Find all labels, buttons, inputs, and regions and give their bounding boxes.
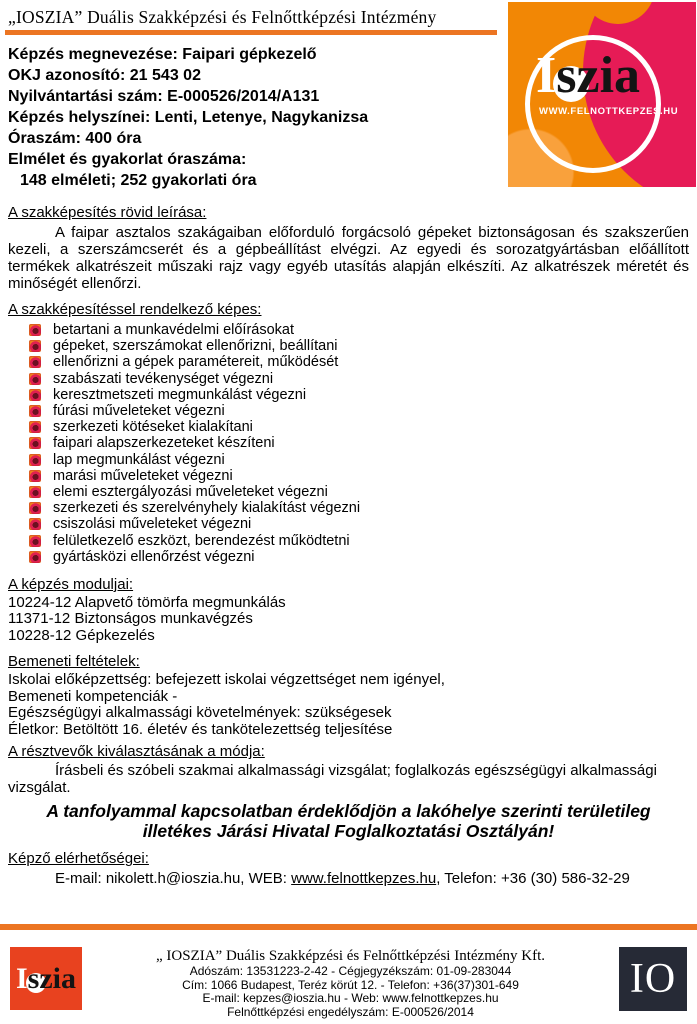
ioszia-bullet-icon	[29, 373, 41, 385]
module-item: 11371-12 Biztonságos munkavégzés	[8, 610, 253, 628]
list-item	[8, 338, 689, 354]
section-heading-contact: Képző elérhetőségei:	[8, 850, 149, 868]
list-item	[8, 387, 689, 403]
list-item	[8, 549, 689, 565]
skill-label: szerkezeti kötéseket kialakítani	[53, 419, 253, 436]
section-heading-description: A szakképesítés rövid leírása:	[8, 204, 207, 221]
skill-label: csiszolási műveleteket végezni	[53, 516, 252, 533]
section-heading-entry: Bemeneti feltételek:	[8, 653, 140, 671]
course-hours: Óraszám: 400 óra	[8, 130, 142, 147]
theory-practice-hours: 148 elméleti; 252 gyakorlati óra	[20, 172, 257, 189]
skill-label: lap megmunkálást végezni	[53, 451, 225, 468]
entry-item: Egészségügyi alkalmassági követelmények: szükségesek	[8, 704, 392, 722]
ioszia-bullet-icon	[29, 535, 41, 547]
ioszia-bullet-icon	[29, 486, 41, 498]
list-item	[8, 371, 689, 387]
logo-letter-i: I	[536, 47, 557, 104]
ioszia-bullet-icon	[29, 389, 41, 401]
skill-label: elemi esztergályozási műveleteket végezni	[53, 483, 328, 500]
footer-address-line: Cím: 1066 Budapest, Teréz körút 12. - Telefon: +36(37)301-649	[182, 977, 519, 992]
entry-item: Bemeneti kompetenciák -	[8, 687, 178, 705]
course-name: Képzés megnevezése: Faipari gépkezelő	[8, 46, 317, 63]
logo-letters-szia: szia	[556, 47, 641, 104]
list-item	[8, 516, 689, 532]
skill-label: felületkezelő eszközt, berendezést működtetni	[53, 532, 350, 549]
page-title: „IOSZIA” Duális Szakképzési és Felnőttképzési Intézmény	[8, 7, 437, 27]
contact-prefix: E-mail: nikolett.h@ioszia.hu, WEB:	[55, 870, 292, 888]
footer-ioszia-logo	[10, 947, 82, 1010]
okj-id: OKJ azonosító: 21 543 02	[8, 67, 201, 84]
footer	[0, 924, 697, 1019]
list-item	[8, 452, 689, 468]
skill-label: gyártásközi ellenőrzést végezni	[53, 548, 255, 565]
skill-label: faipari alapszerkezeteket készíteni	[53, 435, 275, 452]
skill-label: keresztmetszeti megmunkálást végezni	[53, 386, 307, 403]
list-item	[8, 419, 689, 435]
footer-company-block	[82, 947, 619, 1019]
ioszia-bullet-icon	[29, 324, 41, 336]
ioszia-bullet-icon	[29, 405, 41, 417]
list-item	[8, 532, 689, 548]
list-item	[8, 354, 689, 370]
section-heading-selection: A résztvevők kiválasztásának a módja:	[8, 743, 265, 761]
entry-requirements-list	[8, 672, 689, 738]
ioszia-bullet-icon	[29, 551, 41, 563]
course-locations: Képzés helyszínei: Lenti, Letenye, Nagykanizsa	[8, 109, 369, 126]
contact-line	[8, 870, 689, 887]
course-info-block	[8, 44, 488, 191]
footer-logo-letter-i: I	[15, 961, 28, 995]
ioszia-bullet-icon	[29, 470, 41, 482]
modules-list	[8, 595, 689, 645]
ioszia-bullet-icon	[29, 502, 41, 514]
ioszia-bullet-icon	[29, 356, 41, 368]
skill-label: betartani a munkavédelmi előírásokat	[53, 322, 294, 339]
ioszia-logo	[508, 2, 696, 187]
list-item	[8, 484, 689, 500]
list-item	[8, 500, 689, 516]
section-heading-modules: A képzés moduljai:	[8, 575, 134, 593]
list-item	[8, 435, 689, 451]
list-item	[8, 322, 689, 338]
skill-label: marási műveleteket végezni	[53, 467, 233, 484]
ioszia-bullet-icon	[29, 340, 41, 352]
ioszia-bullet-icon	[29, 518, 41, 530]
description-paragraph: A faipar asztalos szakágaiban előforduló forgácsoló gépeket biztonságosan és szakszerűen kezeli, a szerszámcserét és a gépbeállítást elvégzi. Az egyedi és sorozatgyártásban előállított termékek alkatrészeit műszaki rajz vagy egyéb utasítás alapján elkészíti. Az alkatrészek méretét és minőségét ellenőrzi.	[8, 224, 689, 292]
skill-label: szabászati tevékenységet végezni	[53, 370, 274, 387]
logo-wordmark	[536, 47, 641, 104]
header-divider	[5, 30, 497, 35]
list-item	[8, 403, 689, 419]
footer-logo-letters-szia: szia	[27, 961, 76, 995]
registration-number: Nyilvántartási szám: E-000526/2014/A131	[8, 88, 320, 105]
module-item: 10224-12 Alapvető tömörfa megmunkálás	[8, 593, 286, 611]
footer-company-name: „ IOSZIA” Duális Szakképzési és Felnőttképzési Intézmény Kft.	[155, 948, 546, 964]
cta-text: A tanfolyammal kapcsolatban érdeklődjön a lakóhelye szerinti területileg illetékes Járási Hivatal Foglalkoztatási Osztályán!	[46, 801, 651, 842]
contact-suffix: , Telefon: +36 (30) 586-32-29	[436, 870, 630, 888]
footer-tax-line: Adószám: 13531223-2-42 - Cégjegyzékszám: 01-09-283044	[189, 964, 512, 978]
skill-label: szerkezeti és szerelvényhely kialakítást végezni	[53, 500, 361, 517]
skill-label: fúrási műveleteket végezni	[53, 403, 225, 420]
footer-io-logo: IO	[619, 947, 687, 1011]
skill-label: gépeket, szerszámokat ellenőrizni, beállítani	[53, 338, 338, 355]
footer-license-line: Felnőttképzési engedélyszám: E-000526/2014	[227, 1004, 474, 1019]
footer-email-web-line: E-mail: kepzes@ioszia.hu - Web: www.felnottkepzes.hu	[202, 991, 499, 1005]
skills-list	[8, 322, 689, 565]
ioszia-bullet-icon	[29, 437, 41, 449]
module-item: 10228-12 Gépkezelés	[8, 626, 155, 644]
ioszia-bullet-icon	[29, 421, 41, 433]
logo-website-text: WWW.FELNOTTKEPZES.HU	[539, 106, 679, 117]
theory-practice-label: Elmélet és gyakorlat óraszáma:	[8, 151, 247, 168]
list-item	[8, 468, 689, 484]
entry-item: Életkor: Betöltött 16. életév és tankötelezettség teljesítése	[8, 720, 393, 738]
selection-paragraph: Írásbeli és szóbeli szakmai alkalmassági vizsgálat; foglalkozás egészségügyi alkalmassági vizsgálat.	[8, 762, 657, 796]
website-link[interactable]: www.felnottkepzes.hu	[291, 870, 437, 888]
skill-label: ellenőrizni a gépek paramétereit, működését	[53, 354, 339, 371]
ioszia-bullet-icon	[29, 454, 41, 466]
entry-item: Iskolai előképzettség: befejezett iskolai végzettséget nem igényel,	[8, 671, 445, 689]
section-heading-skills: A szakképesítéssel rendelkező képes:	[8, 301, 262, 318]
